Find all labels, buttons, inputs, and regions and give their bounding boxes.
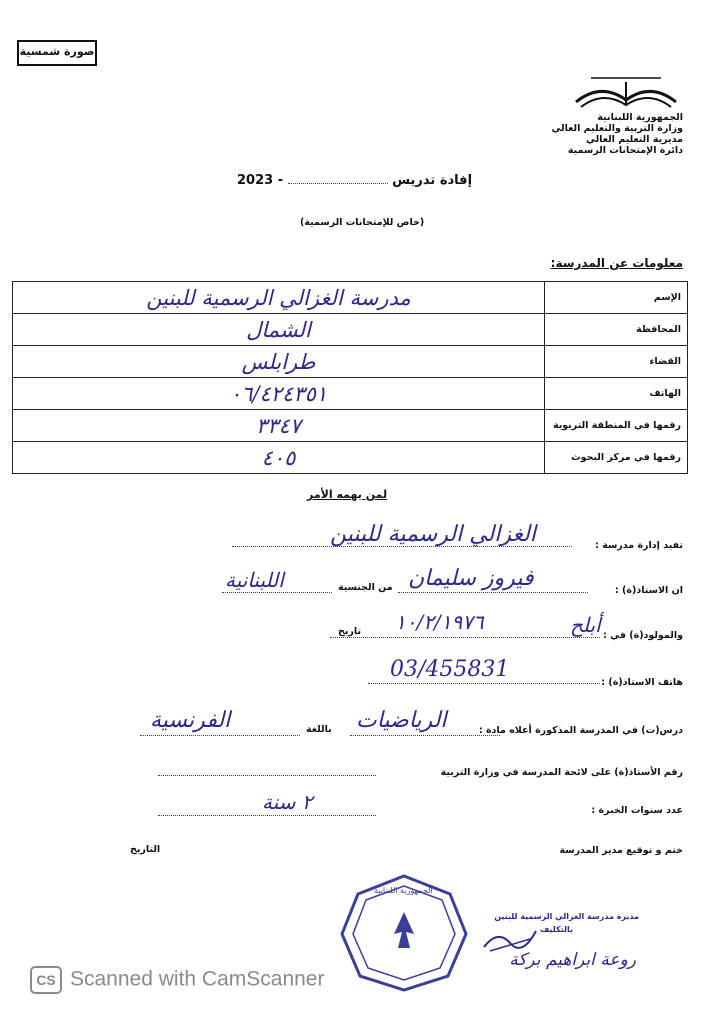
document-subtitle: (خاص للإمتحانات الرسمية)	[300, 217, 425, 228]
row-label: رقمها في المنطقة التربوية	[545, 410, 688, 442]
subject-dotted-line	[350, 735, 500, 736]
years-label: عدد سنوات الخبرة :	[591, 805, 683, 816]
years-dotted-line	[158, 815, 376, 816]
years-handwritten: ٢ سنة	[262, 790, 313, 814]
phone-label: هاتف الاستاذ(ة) :	[601, 677, 683, 688]
reg-label: رقم الأستاذ(ة) على لائحة المدرسة في وزارة التربية	[440, 767, 683, 778]
camscanner-watermark	[30, 966, 324, 994]
nationality-dotted-line	[222, 592, 332, 593]
subject-handwritten: الرياضيات	[356, 708, 447, 733]
nationality-handwritten: اللبنانية	[225, 568, 284, 592]
principal-subtitle: بالتكليف	[540, 925, 573, 934]
row-label: القضاء	[545, 346, 688, 378]
row-value: ٠٦/٤٢٤٣٥١	[13, 378, 545, 410]
row-value: طرابلس	[13, 346, 545, 378]
title-text: إفادة تدريس	[392, 173, 473, 188]
title-blank	[288, 183, 388, 184]
camscanner-text: Scanned with CamScanner	[70, 967, 325, 991]
principal-title: مديرة مدرسة الغزالي الرسمية للبنين	[494, 912, 639, 921]
document-title	[237, 173, 477, 188]
school-info-table	[12, 281, 688, 474]
phone-dotted-line	[368, 683, 600, 684]
title-year: 2023	[237, 173, 274, 188]
date-label: تاريخ	[338, 626, 362, 637]
principal-name: روعة ابراهيم بركة	[509, 950, 636, 970]
school-info-heading: معلومات عن المدرسة:	[550, 256, 683, 270]
photo-placeholder-box	[17, 40, 97, 66]
row-label: الهاتف	[545, 378, 688, 410]
admin-handwritten: الغزالي الرسمية للبنين	[330, 522, 536, 547]
table-row	[13, 378, 688, 410]
teacher-handwritten: فيروز سليمان	[408, 566, 534, 591]
table-row	[13, 442, 688, 474]
ministry-line: دائرة الإمتحانات الرسمية	[567, 145, 683, 156]
language-label: باللغة	[306, 724, 332, 735]
ministry-line: مديرية التعليم العالي	[586, 134, 683, 145]
ministry-line: الجمهورية اللبنانية	[597, 112, 683, 123]
photo-label: صورة شمسية	[19, 45, 95, 58]
row-label: رقمها في مركز البحوث	[545, 442, 688, 474]
row-value: ٤٠٥	[13, 442, 545, 474]
born-place-handwritten: أبلح	[570, 613, 601, 637]
born-label: والمولود(ة) في :	[603, 630, 683, 641]
nationality-label: من الجنسية	[338, 582, 393, 593]
language-dotted-line	[140, 735, 300, 736]
table-row	[13, 282, 688, 314]
taught-label: درس(ت) في المدرسة المذكورة أعلاه مادة :	[478, 725, 683, 736]
reg-dotted-line	[158, 775, 376, 776]
born-date-handwritten: ١٠/٢/١٩٧٦	[395, 610, 484, 634]
date-field-label: التاريخ	[130, 844, 161, 855]
ministry-header	[503, 112, 683, 156]
table-row	[13, 314, 688, 346]
to-whom-heading: لمن يهمه الأمر	[307, 488, 388, 501]
ministry-logo-icon	[571, 72, 681, 112]
language-handwritten: الفرنسية	[150, 708, 231, 733]
phone-handwritten: 03/455831	[390, 657, 510, 682]
ministry-line: وزارة التربية والتعليم العالي	[551, 123, 683, 134]
table-row	[13, 346, 688, 378]
admin-label: تفيد إدارة مدرسة :	[595, 540, 683, 551]
camscanner-badge-icon: CS	[30, 966, 62, 994]
row-label: الإسم	[545, 282, 688, 314]
stamp-text: الجمهورية اللبنانية	[374, 886, 433, 895]
row-value: مدرسة الغزالي الرسمية للبنين	[13, 282, 545, 314]
row-label: المحافظة	[545, 314, 688, 346]
sign-label: ختم و توقيع مدير المدرسة	[559, 845, 683, 856]
row-value: ٣٣٤٧	[13, 410, 545, 442]
signature-icon	[480, 925, 540, 955]
teacher-dotted-line	[398, 592, 588, 593]
title-dash: -	[277, 173, 288, 188]
born-dotted-line	[330, 637, 600, 638]
teacher-label: ان الاستاذ(ة) :	[614, 585, 683, 596]
table-row	[13, 410, 688, 442]
row-value: الشمال	[13, 314, 545, 346]
